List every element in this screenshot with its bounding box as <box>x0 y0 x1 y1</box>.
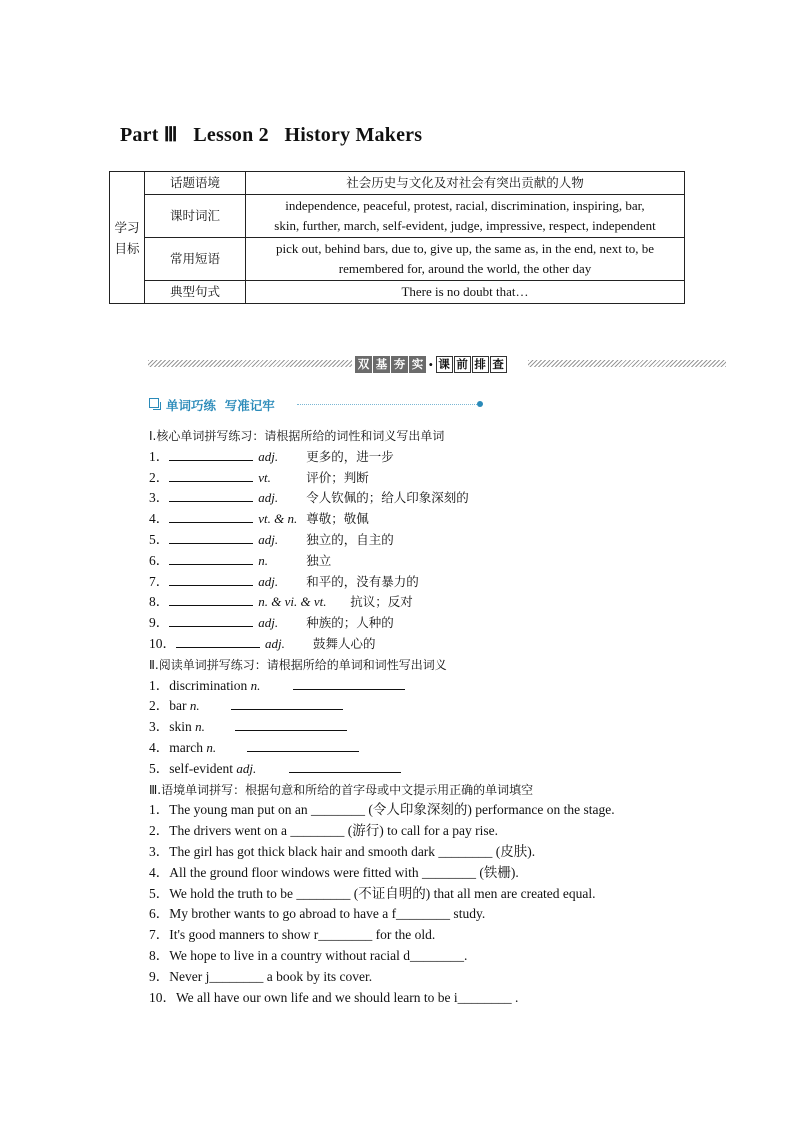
item-number: 10． <box>149 989 176 1005</box>
answer-blank[interactable] <box>169 447 253 461</box>
given-word <box>169 676 293 697</box>
word-meaning-item <box>149 696 709 717</box>
part3-heading: Ⅲ.语境单词拼写：根据句意和所给的首字母或中文提示用正确的单词填空 <box>149 782 534 797</box>
answer-blank[interactable] <box>247 738 359 752</box>
given-word-text: discrimination <box>169 677 248 693</box>
banner-char: 前 <box>454 356 471 373</box>
word-meaning: 独立 <box>306 552 332 568</box>
banner-char: 基 <box>373 356 390 373</box>
context-fill-item <box>149 800 709 821</box>
goals-content-vocab <box>246 195 685 238</box>
sentence-text: Never j________ a book by its cover. <box>169 968 373 984</box>
goals-label-vocab: 课时词汇 <box>145 195 246 238</box>
word-meaning: 和平的，没有暴力的 <box>306 573 419 589</box>
part2-list <box>149 676 709 780</box>
word-spelling-item <box>149 468 709 489</box>
item-number: 2． <box>149 698 170 714</box>
word-spelling-item <box>149 447 709 468</box>
section-square-icon <box>149 398 159 408</box>
given-word <box>169 696 231 717</box>
word-meaning-item <box>149 759 709 780</box>
part1-heading: Ⅰ.核心单词拼写练习：请根据所给的词性和词义写出单词 <box>149 429 445 443</box>
answer-blank[interactable] <box>169 551 253 565</box>
given-word-text: self-evident <box>169 760 233 776</box>
context-fill-item <box>149 842 709 863</box>
word-meaning-item <box>149 738 709 759</box>
banner-hatch-right <box>528 360 726 367</box>
part-of-speech: adj. <box>258 531 279 547</box>
item-number: 9． <box>149 968 170 984</box>
given-word-pos: n. <box>195 719 205 735</box>
section-header-dotted-line <box>297 404 477 405</box>
goals-side-label-line2: 目标 <box>114 240 140 256</box>
word-spelling-item <box>149 530 709 551</box>
goals-vocab-line2: skin, further, march, self-evident, judge, impressive, respect, independent <box>274 218 656 233</box>
sentence-text: We hope to live in a country without racial d________. <box>169 947 468 963</box>
section-header <box>149 396 483 414</box>
word-meaning: 独立的，自主的 <box>306 531 394 547</box>
banner-title <box>355 354 507 374</box>
word-meaning: 抗议；反对 <box>350 594 413 610</box>
item-number: 4． <box>149 864 170 880</box>
sentence-text: The girl has got thick black hair and smooth dark ________ (皮肤). <box>169 843 536 859</box>
answer-blank[interactable] <box>231 696 343 710</box>
banner-hatch-left <box>148 360 352 367</box>
context-fill-item <box>149 946 709 967</box>
goals-label-phrases: 常用短语 <box>145 238 246 281</box>
part-of-speech: adj. <box>258 573 279 589</box>
answer-blank[interactable] <box>169 613 253 627</box>
word-spelling-item <box>149 488 709 509</box>
context-fill-item <box>149 988 709 1009</box>
word-meaning-item <box>149 676 709 697</box>
context-fill-item <box>149 884 709 905</box>
item-number: 6． <box>149 552 170 568</box>
item-number: 3． <box>149 843 170 859</box>
sentence-text: My brother wants to go abroad to have a f________ study. <box>169 906 486 922</box>
sentence-text: We hold the truth to be ________ (不证自明的) that all men are created equal. <box>169 885 596 901</box>
word-spelling-item <box>149 613 709 634</box>
item-number: 5． <box>149 531 170 547</box>
context-fill-item <box>149 925 709 946</box>
sentence-text: The drivers went on a ________ (游行) to call for a pay rise. <box>169 823 499 839</box>
given-word-text: march <box>169 739 203 755</box>
answer-blank[interactable] <box>235 717 347 731</box>
banner-char: 实 <box>409 356 426 373</box>
sentence-text: We all have our own life and we should learn to be i________ . <box>176 989 519 1005</box>
item-number: 9． <box>149 615 170 631</box>
word-spelling-item <box>149 592 709 613</box>
word-spelling-item <box>149 634 709 655</box>
goals-label-sentence: 典型句式 <box>145 281 246 304</box>
item-number: 1． <box>149 448 170 464</box>
part-of-speech: vt. & n. <box>258 511 298 527</box>
word-meaning: 更多的，进一步 <box>306 448 394 464</box>
sentence-text: It's good manners to show r________ for the old. <box>169 927 436 943</box>
item-number: 8． <box>149 594 170 610</box>
section-header-text: 单词巧练 写准记牢 <box>166 398 275 413</box>
page-title: Part Ⅲ Lesson 2 History Makers <box>120 124 423 146</box>
context-fill-item <box>149 821 709 842</box>
context-fill-item <box>149 863 709 884</box>
goals-label-topic: 话题语境 <box>145 172 246 195</box>
item-number: 3． <box>149 490 170 506</box>
sentence-text: The young man put on an ________ (令人印象深刻的) performance on the stage. <box>169 802 615 818</box>
goals-content-topic: 社会历史与文化及对社会有突出贡献的人物 <box>246 172 685 195</box>
given-word <box>169 717 235 738</box>
goals-content-sentence: There is no doubt that… <box>246 281 685 304</box>
given-word-pos: n. <box>250 677 261 693</box>
answer-blank[interactable] <box>169 572 253 586</box>
answer-blank[interactable] <box>293 676 405 690</box>
banner-char: 排 <box>472 356 489 373</box>
goals-vocab-line1: independence, peaceful, protest, racial, discrimination, inspiring, bar, <box>285 198 645 213</box>
goals-phrases-line1: pick out, behind bars, due to, give up, the same as, in the end, next to, be <box>276 241 654 256</box>
given-word-pos: n. <box>189 698 200 714</box>
learning-goals-table <box>109 171 685 304</box>
goals-side-label <box>110 172 145 304</box>
exercise-content <box>149 426 709 1008</box>
part-of-speech: adj. <box>258 448 279 464</box>
given-word-text: skin <box>169 719 192 735</box>
answer-blank[interactable] <box>289 759 401 773</box>
section-bullet-icon <box>477 401 483 407</box>
given-word-pos: n. <box>206 739 217 755</box>
item-number: 6． <box>149 906 170 922</box>
item-number: 1． <box>149 802 170 818</box>
item-number: 10． <box>149 635 176 651</box>
answer-blank[interactable] <box>169 530 253 544</box>
banner-dot: · <box>428 354 434 374</box>
item-number: 1． <box>149 677 170 693</box>
banner-char: 双 <box>355 356 372 373</box>
section-banner <box>148 354 726 374</box>
part2-heading: Ⅱ.阅读单词拼写练习：请根据所给的单词和词性写出词义 <box>149 657 447 672</box>
given-word-text: bar <box>169 698 187 714</box>
context-fill-item <box>149 904 709 925</box>
answer-blank[interactable] <box>169 488 253 502</box>
context-fill-item <box>149 967 709 988</box>
answer-blank[interactable] <box>169 468 253 482</box>
part-of-speech: vt. <box>258 469 271 485</box>
item-number: 7． <box>149 927 170 943</box>
goals-content-phrases <box>246 238 685 281</box>
part-of-speech: adj. <box>265 635 285 651</box>
item-number: 2． <box>149 823 170 839</box>
answer-blank[interactable] <box>169 592 253 606</box>
banner-char: 夯 <box>391 356 408 373</box>
part-of-speech: adj. <box>258 490 279 506</box>
part1-list <box>149 447 709 655</box>
item-number: 7． <box>149 573 170 589</box>
sentence-text: All the ground floor windows were fitted with ________ (铁栅). <box>169 864 519 880</box>
answer-blank[interactable] <box>169 509 253 523</box>
banner-char: 课 <box>436 356 453 373</box>
answer-blank[interactable] <box>176 634 260 648</box>
word-spelling-item <box>149 572 709 593</box>
given-word-pos: adj. <box>236 760 257 776</box>
banner-char: 查 <box>490 356 507 373</box>
item-number: 5． <box>149 760 170 776</box>
word-meaning: 评价；判断 <box>306 469 369 485</box>
part3-list <box>149 800 709 1008</box>
part-of-speech: n. <box>258 552 268 568</box>
word-meaning: 种族的；人种的 <box>306 615 394 631</box>
word-meaning: 鼓舞人心的 <box>313 635 376 651</box>
word-spelling-item <box>149 551 709 572</box>
given-word <box>169 759 289 780</box>
word-spelling-item <box>149 509 709 530</box>
part-of-speech: adj. <box>258 615 279 631</box>
word-meaning: 尊敬；敬佩 <box>306 511 369 527</box>
word-meaning: 令人钦佩的；给人印象深刻的 <box>306 490 469 506</box>
item-number: 4． <box>149 739 170 755</box>
item-number: 4． <box>149 511 170 527</box>
item-number: 5． <box>149 885 170 901</box>
given-word <box>169 738 247 759</box>
item-number: 8． <box>149 947 170 963</box>
part-of-speech: n. & vi. & vt. <box>258 594 327 610</box>
word-meaning-item <box>149 717 709 738</box>
goals-phrases-line2: remembered for, around the world, the other day <box>338 261 592 276</box>
goals-side-label-line1: 学习 <box>114 219 140 235</box>
item-number: 2． <box>149 469 170 485</box>
item-number: 3． <box>149 719 170 735</box>
